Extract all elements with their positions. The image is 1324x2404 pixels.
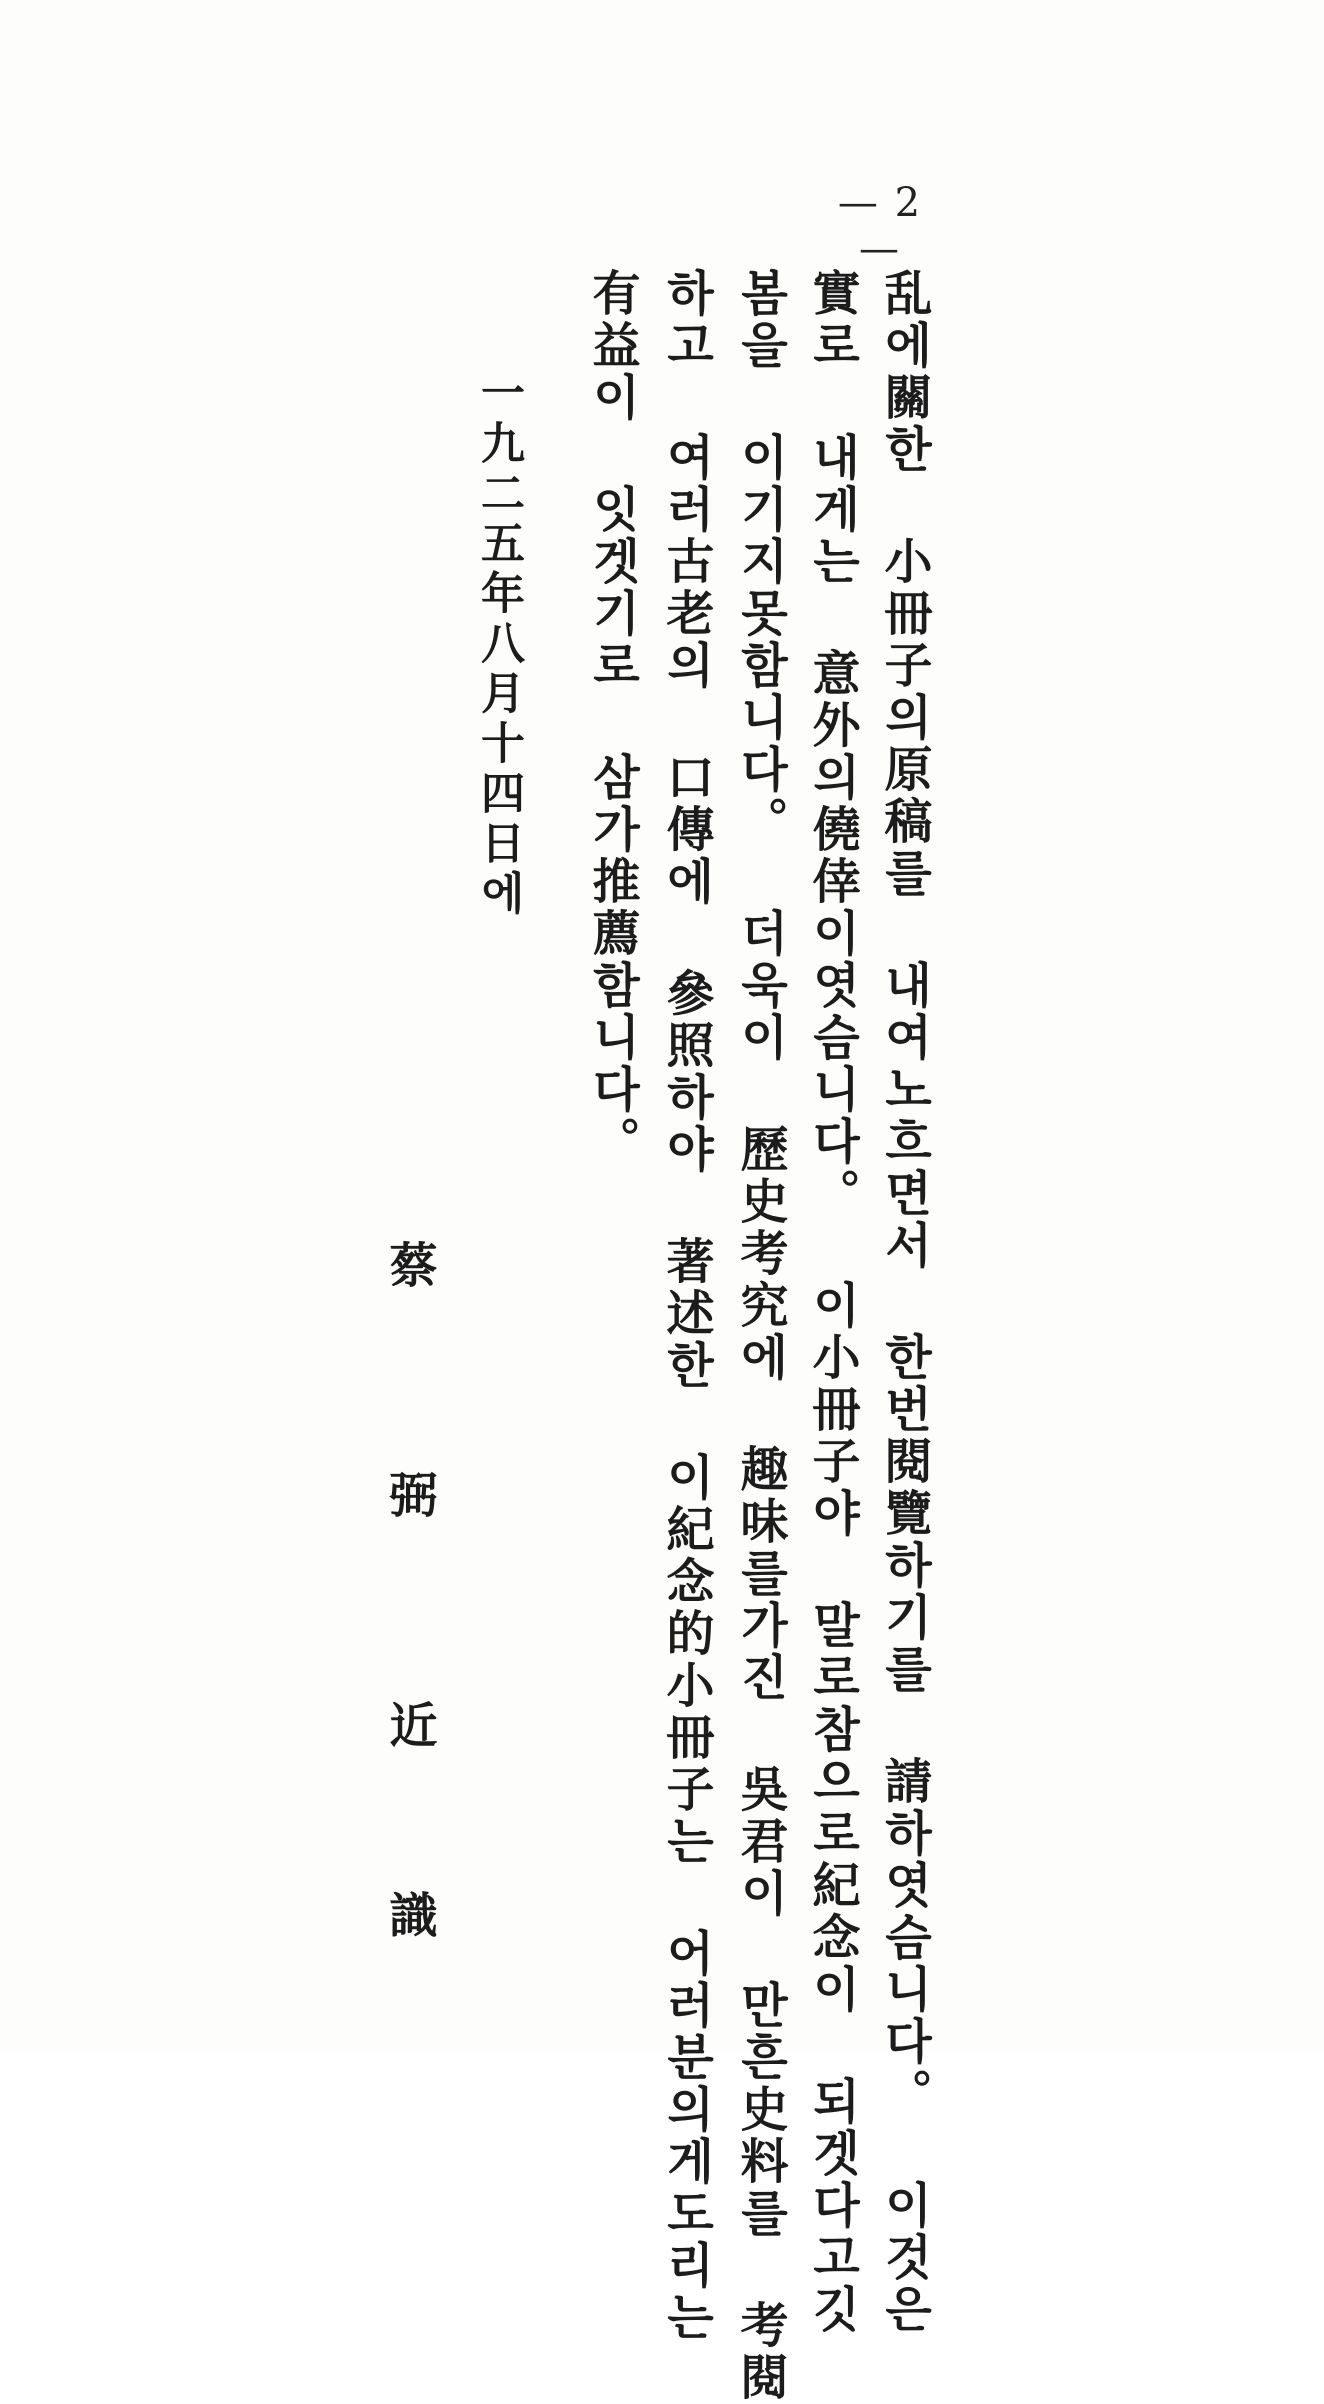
body-column-1: 乱에關한 小冊子의原稿를 내여노흐면서 한번閱覽하기를 請하엿슴니다。 이것은 [876,268,932,2336]
signature-char-1: 蔡 [381,1240,437,1288]
body-column-5: 有益이 잇겟기로 삼가推薦함니다。 [584,268,640,1168]
body-column-2: 實로 내게는 意外의僥倖이엿슴니다。 이小冊子야 말로참으로紀念이 되겟다고깃 [804,268,860,2336]
body-column-3: 봄을 이기지못함니다。 더욱이 歷史考究에 趣味를가진 吳君이 만흔史料를 考閱 [732,268,788,2404]
body-column-4: 하고 여러古老의 口傳에 參照하야 著述한 이紀念的小冊子는 어러분의게도리는 [658,268,714,2344]
page-number: — 2 — [837,180,923,272]
signature-char-2: 弼 [381,1470,437,1518]
signature-char-3: 近 [381,1700,437,1748]
signature-char-4: 識 [381,1890,437,1938]
date-line: 一九二五年八月十四日에 [473,370,524,920]
